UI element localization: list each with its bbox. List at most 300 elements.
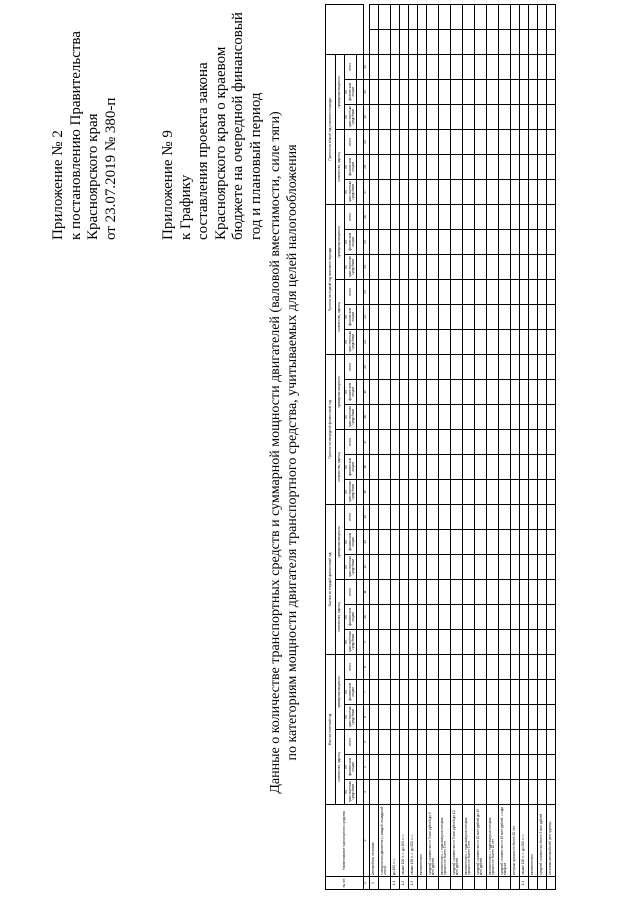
empty-cell — [450, 329, 462, 354]
empty-cell — [528, 4, 537, 29]
empty-cell — [519, 304, 528, 329]
column-number: 32 — [363, 54, 369, 79]
empty-cell — [510, 354, 519, 379]
empty-cell — [462, 504, 474, 529]
empty-cell — [450, 479, 462, 504]
header-leaf: итого — [345, 54, 357, 79]
empty-cell — [378, 229, 390, 254]
row-name: до 100 л. с. — [390, 805, 399, 877]
empty-cell — [438, 379, 450, 404]
empty-cell — [450, 4, 462, 29]
row-name: включительно — [528, 805, 537, 877]
empty-cell — [417, 504, 426, 529]
empty-cell — [528, 404, 537, 429]
empty-cell — [378, 329, 390, 354]
empty-cell — [510, 129, 519, 154]
empty-cell — [474, 329, 486, 354]
empty-cell — [528, 329, 537, 354]
empty-cell — [408, 229, 417, 254]
empty-cell — [438, 329, 450, 354]
empty-cell — [417, 129, 426, 154]
header-leaf: по транспортным средствам — [344, 406, 356, 428]
empty-cell — [378, 254, 390, 279]
row-number — [462, 877, 474, 890]
column-number: 31 — [363, 79, 369, 104]
empty-cell — [408, 780, 417, 805]
empty-cell — [450, 229, 462, 254]
empty-cell — [426, 705, 438, 730]
empty-cell — [417, 4, 426, 29]
empty-cell — [510, 680, 519, 705]
header-leaf: по транспортным средствам — [344, 181, 356, 203]
empty-cell — [369, 429, 378, 454]
empty-cell — [450, 504, 462, 529]
row-name: средней стоимостью от 15 млн рублей, с года выпуска — [498, 805, 510, 877]
row-name: Автомобили легковые — [369, 805, 378, 877]
row-name: которых прошло не более 20 лет — [510, 805, 519, 877]
empty-cell — [378, 54, 390, 79]
empty-cell — [450, 354, 462, 379]
empty-cell — [537, 529, 546, 554]
empty-cell — [408, 429, 417, 454]
empty-cell — [519, 604, 528, 629]
empty-cell — [426, 379, 438, 404]
empty-cell — [399, 429, 408, 454]
empty-cell — [528, 229, 537, 254]
header-power: суммарная мощность — [336, 654, 345, 729]
header-count: количество, единиц — [336, 730, 345, 805]
empty-cell — [369, 379, 378, 404]
column-number: 25 — [363, 229, 369, 254]
empty-cell — [528, 454, 537, 479]
empty-cell — [510, 4, 519, 29]
empty-cell — [417, 529, 426, 554]
empty-cell — [546, 379, 555, 404]
empty-cell — [486, 229, 498, 254]
empty-cell — [438, 204, 450, 229]
empty-cell — [498, 554, 510, 579]
header-spacer — [356, 654, 363, 679]
empty-cell — [417, 654, 426, 679]
empty-cell — [528, 354, 537, 379]
empty-cell — [378, 579, 390, 604]
empty-cell — [519, 279, 528, 304]
empty-cell — [450, 54, 462, 79]
empty-cell — [528, 579, 537, 604]
empty-cell — [528, 529, 537, 554]
empty-cell — [474, 780, 486, 805]
empty-cell — [462, 529, 474, 554]
empty-cell — [450, 104, 462, 129]
row-name: включительно, с года выпуска которых прошло не более 5 лет — [462, 805, 474, 877]
column-number: 20 — [363, 354, 369, 379]
empty-cell — [426, 479, 438, 504]
empty-cell — [408, 529, 417, 554]
empty-cell — [408, 254, 417, 279]
empty-cell — [519, 154, 528, 179]
empty-cell — [369, 404, 378, 429]
empty-cell — [462, 229, 474, 254]
empty-cell — [510, 755, 519, 780]
empty-cell — [528, 554, 537, 579]
row-name: средней стоимостью от 3 млн рублей до 5 млн рублей — [426, 805, 438, 877]
empty-cell — [378, 730, 390, 755]
header-spacer — [356, 404, 363, 429]
empty-cell — [546, 604, 555, 629]
empty-cell — [408, 204, 417, 229]
empty-cell — [462, 730, 474, 755]
table-row — [426, 4, 438, 889]
empty-cell — [486, 154, 498, 179]
column-number: 13 — [363, 529, 369, 554]
empty-cell — [510, 780, 519, 805]
table-row — [510, 4, 519, 889]
empty-cell — [546, 304, 555, 329]
empty-cell — [498, 454, 510, 479]
row-number: 1.2 — [399, 877, 408, 890]
empty-cell — [546, 279, 555, 304]
column-number: 19 — [363, 379, 369, 404]
header-leaf: по физическим лицам — [345, 755, 357, 780]
column-number: 14 — [363, 504, 369, 529]
header-spacer — [356, 204, 363, 229]
empty-cell — [408, 4, 417, 29]
empty-cell — [399, 104, 408, 129]
empty-cell — [486, 454, 498, 479]
data-table — [325, 4, 556, 890]
column-number: 23 — [363, 279, 369, 304]
empty-cell — [399, 4, 408, 29]
empty-cell — [474, 604, 486, 629]
empty-cell — [408, 680, 417, 705]
empty-cell — [486, 54, 498, 79]
header-leaf: итого — [345, 579, 357, 604]
empty-cell — [426, 404, 438, 429]
empty-cell — [390, 229, 399, 254]
empty-cell — [528, 29, 537, 54]
empty-cell — [369, 454, 378, 479]
empty-cell — [486, 104, 498, 129]
header-leaf: по физическим лицам — [345, 229, 357, 254]
empty-cell — [417, 429, 426, 454]
empty-cell — [408, 554, 417, 579]
empty-cell — [519, 705, 528, 730]
row-number — [474, 877, 486, 890]
column-number: 18 — [363, 404, 369, 429]
empty-cell — [450, 604, 462, 629]
empty-cell — [399, 554, 408, 579]
empty-cell — [390, 479, 399, 504]
empty-cell — [417, 79, 426, 104]
empty-cell — [390, 604, 399, 629]
table-row — [408, 4, 417, 889]
empty-cell — [378, 429, 390, 454]
empty-cell — [537, 354, 546, 379]
empty-cell — [369, 129, 378, 154]
column-number: 1 — [363, 877, 369, 890]
annex-2-line: Приложение № 2 — [50, 130, 66, 240]
empty-cell — [537, 379, 546, 404]
empty-cell — [390, 454, 399, 479]
empty-cell — [378, 279, 390, 304]
empty-cell — [462, 4, 474, 29]
header-spacer — [356, 454, 363, 479]
empty-cell — [450, 755, 462, 780]
empty-cell — [438, 104, 450, 129]
empty-cell — [486, 654, 498, 679]
empty-cell — [519, 755, 528, 780]
empty-cell — [462, 104, 474, 129]
empty-cell — [390, 154, 399, 179]
empty-cell — [462, 579, 474, 604]
annex-2-line: Красноярского края — [85, 113, 101, 240]
empty-cell — [408, 579, 417, 604]
empty-cell — [390, 29, 399, 54]
empty-cell — [369, 554, 378, 579]
empty-cell — [498, 4, 510, 29]
empty-cell — [378, 354, 390, 379]
empty-cell — [519, 404, 528, 429]
empty-cell — [426, 254, 438, 279]
empty-cell — [519, 229, 528, 254]
empty-cell — [369, 529, 378, 554]
empty-cell — [462, 404, 474, 429]
empty-cell — [528, 629, 537, 654]
empty-cell — [450, 129, 462, 154]
header-spacer — [356, 429, 363, 454]
table-row — [519, 4, 528, 889]
header-spacer — [356, 504, 363, 529]
empty-cell — [537, 629, 546, 654]
empty-cell — [498, 254, 510, 279]
empty-cell — [390, 4, 399, 29]
empty-cell — [408, 54, 417, 79]
empty-cell — [486, 780, 498, 805]
header-spacer — [356, 629, 363, 654]
empty-cell — [498, 654, 510, 679]
empty-cell — [378, 629, 390, 654]
column-number: 16 — [363, 454, 369, 479]
empty-cell — [462, 654, 474, 679]
empty-cell — [486, 29, 498, 54]
empty-cell — [510, 454, 519, 479]
row-number — [426, 877, 438, 890]
empty-cell — [486, 529, 498, 554]
empty-cell — [438, 179, 450, 204]
empty-cell — [408, 730, 417, 755]
empty-cell — [426, 329, 438, 354]
empty-cell — [438, 629, 450, 654]
header-spacer — [356, 229, 363, 254]
column-number: 8 — [363, 654, 369, 679]
empty-cell — [450, 554, 462, 579]
empty-cell — [408, 329, 417, 354]
empty-cell — [426, 529, 438, 554]
empty-cell — [378, 304, 390, 329]
empty-cell — [378, 179, 390, 204]
empty-cell — [417, 179, 426, 204]
annex-9-line: бюджете на очередной финансовый — [230, 12, 246, 240]
header-spacer — [356, 79, 363, 104]
empty-cell — [450, 204, 462, 229]
header-spacer — [356, 104, 363, 129]
empty-cell — [546, 254, 555, 279]
header-spacer — [356, 379, 363, 404]
empty-cell — [390, 54, 399, 79]
empty-cell — [537, 654, 546, 679]
empty-cell — [417, 54, 426, 79]
empty-cell — [450, 529, 462, 554]
empty-cell — [417, 705, 426, 730]
empty-cell — [399, 780, 408, 805]
column-number: 29 — [363, 129, 369, 154]
empty-cell — [519, 654, 528, 679]
row-name: включительно, с года выпуска которых прошло не более 3 лет — [438, 805, 450, 877]
empty-cell — [438, 730, 450, 755]
empty-cell — [546, 229, 555, 254]
empty-cell — [498, 604, 510, 629]
empty-cell — [426, 29, 438, 54]
empty-cell — [399, 229, 408, 254]
empty-cell — [450, 454, 462, 479]
annex-2-line: от 23.07.2019 № 380-п — [102, 97, 119, 240]
empty-cell — [486, 204, 498, 229]
empty-cell — [450, 279, 462, 304]
annex-9-line: составления проекта закона — [195, 62, 211, 240]
header-leaf: по физическим лицам — [345, 304, 357, 329]
empty-cell — [510, 154, 519, 179]
header-blank — [326, 4, 364, 54]
empty-cell — [519, 479, 528, 504]
empty-cell — [408, 279, 417, 304]
empty-cell — [519, 454, 528, 479]
document-title-line-2: по категориям мощности двигателя транспортного средства, учитываемых для целей налогообложения — [285, 144, 300, 761]
empty-cell — [462, 79, 474, 104]
empty-cell — [537, 404, 546, 429]
empty-cell — [417, 279, 426, 304]
table-row — [399, 4, 408, 889]
empty-cell — [486, 329, 498, 354]
empty-cell — [408, 304, 417, 329]
empty-cell — [438, 554, 450, 579]
empty-cell — [528, 129, 537, 154]
row-number — [528, 877, 537, 890]
empty-cell — [450, 254, 462, 279]
empty-cell — [378, 504, 390, 529]
header-spacer — [356, 755, 363, 780]
empty-cell — [378, 755, 390, 780]
empty-cell — [510, 179, 519, 204]
column-number: 5 — [363, 730, 369, 755]
header-spacer — [356, 54, 363, 79]
empty-cell — [546, 4, 555, 29]
empty-cell — [450, 680, 462, 705]
empty-cell — [486, 79, 498, 104]
empty-cell — [438, 454, 450, 479]
empty-cell — [369, 479, 378, 504]
empty-cell — [426, 104, 438, 129]
empty-cell — [546, 129, 555, 154]
column-number: 7 — [363, 680, 369, 705]
row-number: 1 — [369, 877, 378, 890]
empty-cell — [417, 304, 426, 329]
empty-cell — [438, 429, 450, 454]
empty-cell — [378, 4, 390, 29]
empty-cell — [390, 579, 399, 604]
column-number: 12 — [363, 554, 369, 579]
empty-cell — [498, 304, 510, 329]
empty-cell — [519, 79, 528, 104]
row-number — [537, 877, 546, 890]
empty-cell — [519, 529, 528, 554]
header-power: суммарная мощность — [336, 204, 345, 279]
empty-cell — [498, 29, 510, 54]
empty-cell — [390, 504, 399, 529]
empty-cell — [438, 279, 450, 304]
empty-cell — [426, 604, 438, 629]
empty-cell — [390, 279, 399, 304]
empty-cell — [528, 179, 537, 204]
empty-cell — [546, 104, 555, 129]
row-number: 1.3 — [408, 877, 417, 890]
empty-cell — [426, 154, 438, 179]
empty-cell — [390, 730, 399, 755]
empty-cell — [537, 279, 546, 304]
empty-cell — [474, 504, 486, 529]
empty-cell — [378, 204, 390, 229]
empty-cell — [462, 780, 474, 805]
empty-cell — [510, 629, 519, 654]
empty-cell — [462, 304, 474, 329]
row-number — [438, 877, 450, 890]
empty-cell — [537, 54, 546, 79]
empty-cell — [498, 354, 510, 379]
empty-cell — [369, 730, 378, 755]
empty-cell — [486, 755, 498, 780]
empty-cell — [408, 755, 417, 780]
empty-cell — [417, 104, 426, 129]
empty-cell — [450, 79, 462, 104]
empty-cell — [438, 780, 450, 805]
header-count: количество, единиц — [336, 279, 345, 354]
empty-cell — [438, 54, 450, 79]
header-leaf: итого — [345, 504, 357, 529]
empty-cell — [528, 604, 537, 629]
column-number: 10 — [363, 604, 369, 629]
row-number — [498, 877, 510, 890]
header-spacer — [356, 529, 363, 554]
empty-cell — [438, 654, 450, 679]
empty-cell — [519, 4, 528, 29]
empty-cell — [390, 204, 399, 229]
empty-cell — [399, 579, 408, 604]
empty-cell — [528, 279, 537, 304]
empty-cell — [474, 454, 486, 479]
empty-cell — [462, 129, 474, 154]
header-leaf: итого — [345, 279, 357, 304]
header-leaf: по физическим лицам — [345, 454, 357, 479]
empty-cell — [378, 129, 390, 154]
row-number — [417, 877, 426, 890]
empty-cell — [390, 654, 399, 679]
empty-cell — [510, 479, 519, 504]
empty-cell — [546, 29, 555, 54]
header-spacer — [356, 279, 363, 304]
header-name: Наименование транспортного средства — [326, 805, 364, 877]
empty-cell — [390, 104, 399, 129]
header-leaf: по транспортным средствам — [344, 256, 356, 278]
empty-cell — [369, 504, 378, 529]
